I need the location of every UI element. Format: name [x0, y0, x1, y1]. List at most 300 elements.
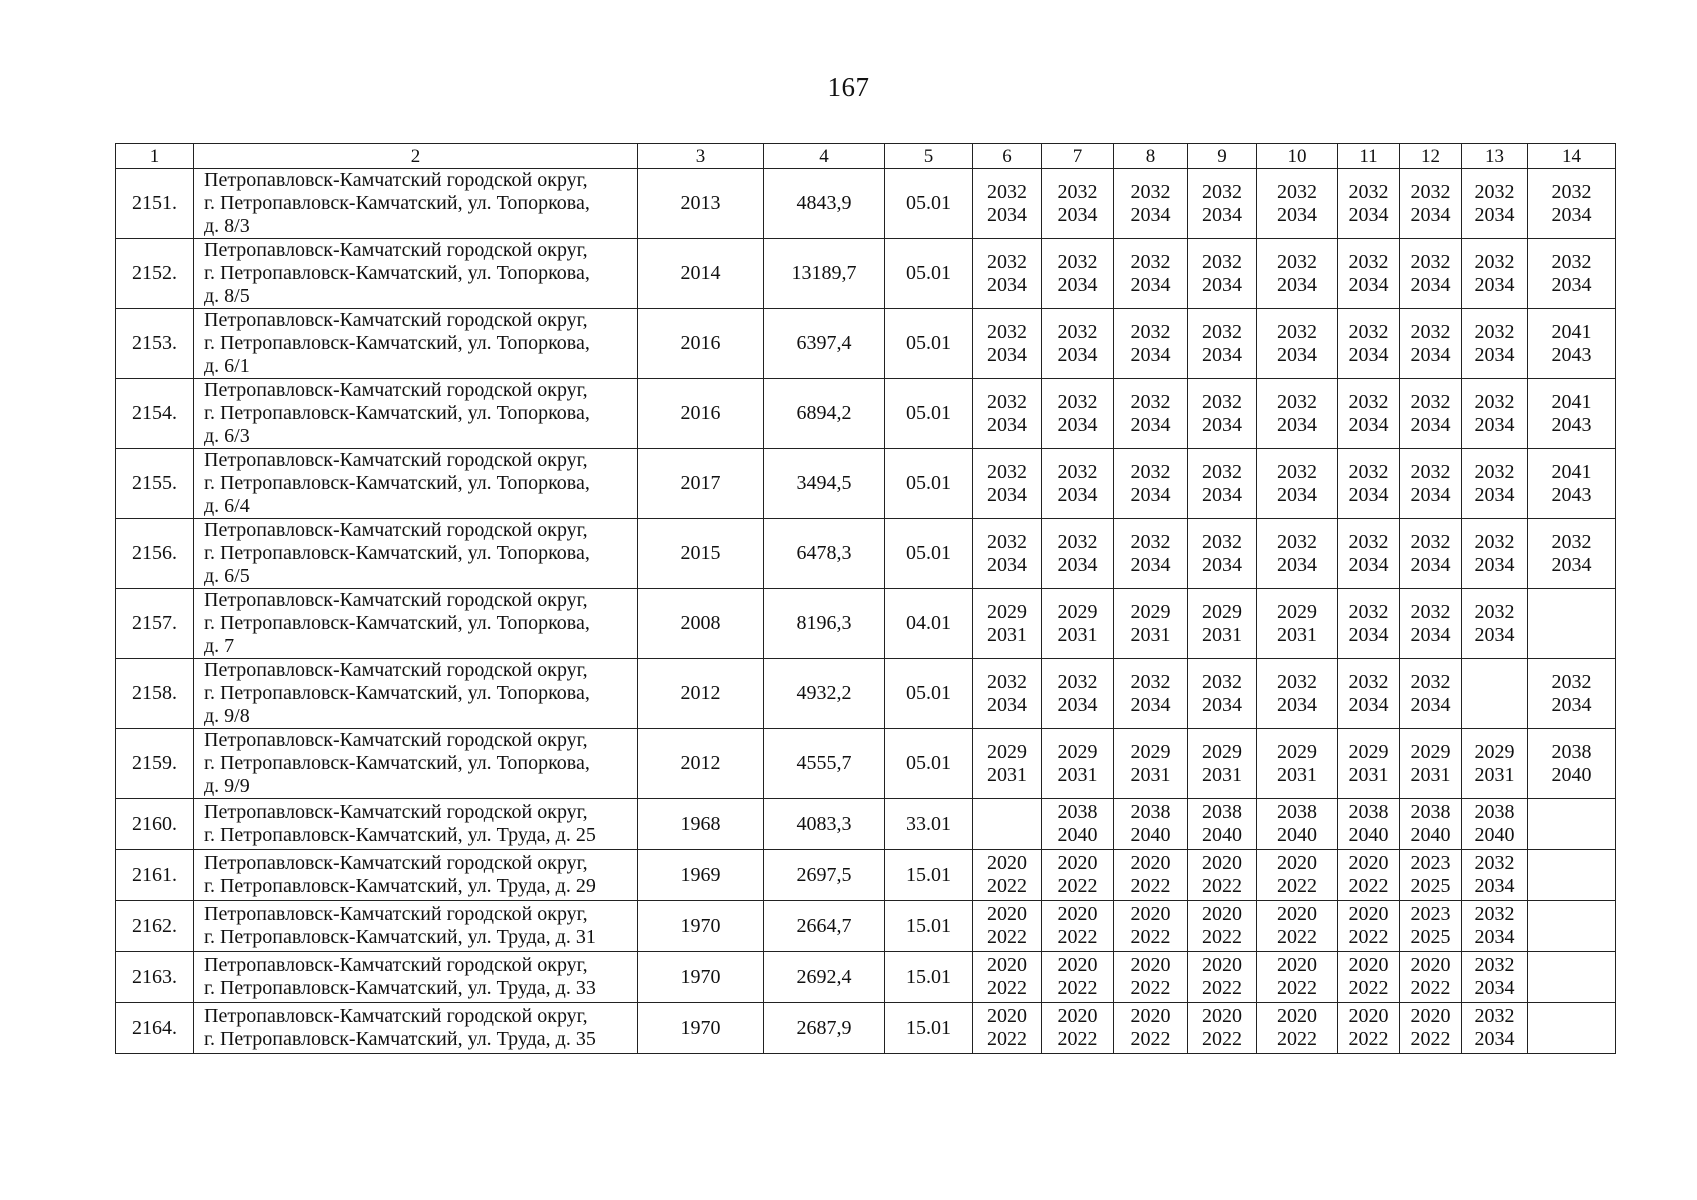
period-cell-13	[1462, 659, 1528, 729]
period-end: 2043	[1551, 483, 1592, 506]
period-cell-7	[1042, 169, 1114, 239]
row-number-cell: 2162.	[116, 901, 194, 952]
area-cell: 8196,3	[764, 589, 885, 659]
area-cell: 4555,7	[764, 729, 885, 799]
period-end: 2040	[1474, 824, 1515, 846]
period-start: 2032	[1551, 250, 1592, 273]
period-start: 2020	[1202, 852, 1242, 874]
period-end: 2031	[1130, 623, 1171, 646]
area-cell: 6894,2	[764, 379, 885, 449]
period-cell-10	[1257, 169, 1338, 239]
period-start: 2029	[1202, 600, 1242, 623]
period-start: 2023	[1410, 903, 1451, 925]
period-start: 2020	[1130, 852, 1171, 874]
period-cell-12	[1400, 589, 1462, 659]
period-start: 2020	[1057, 852, 1098, 874]
table-row	[116, 589, 1616, 659]
period-end: 2025	[1410, 926, 1451, 948]
period-cell-10	[1257, 799, 1338, 850]
period-cell-13	[1462, 901, 1528, 952]
period-start: 2038	[1410, 801, 1451, 823]
period-end: 2022	[1057, 875, 1098, 897]
code-cell: 05.01	[885, 519, 973, 589]
period-cell-7	[1042, 901, 1114, 952]
period-start: 2020	[1130, 903, 1171, 925]
period-end: 2034	[1348, 623, 1389, 646]
period-end: 2034	[1277, 413, 1317, 436]
period-cell-7	[1042, 659, 1114, 729]
table-body	[116, 144, 1616, 1054]
period-cell-13	[1462, 309, 1528, 379]
period-start: 2032	[1410, 180, 1451, 203]
period-start: 2032	[1277, 530, 1317, 553]
period-start: 2029	[1277, 740, 1317, 763]
period-start: 2038	[1057, 801, 1098, 823]
period-cell-12	[1400, 850, 1462, 901]
period-start: 2020	[1348, 903, 1389, 925]
period-start: 2032	[1277, 180, 1317, 203]
address-line: г. Петропавловск-Камчатский, ул. Топоркова,	[204, 332, 590, 354]
period-end: 2031	[987, 623, 1027, 646]
period-cell-12	[1400, 169, 1462, 239]
code-cell: 05.01	[885, 379, 973, 449]
period-start: 2032	[1057, 320, 1098, 343]
period-cell-13	[1462, 379, 1528, 449]
period-start: 2032	[1202, 390, 1242, 413]
period-cell-7	[1042, 799, 1114, 850]
period-end: 2043	[1551, 413, 1592, 436]
period-end: 2034	[1130, 413, 1171, 436]
column-header: 3	[638, 144, 764, 169]
column-header: 7	[1042, 144, 1114, 169]
area-cell: 2687,9	[764, 1003, 885, 1054]
period-cell-10	[1257, 519, 1338, 589]
period-cell-14	[1528, 309, 1616, 379]
period-start: 2038	[1348, 801, 1389, 823]
table-row	[116, 239, 1616, 309]
period-cell-7	[1042, 309, 1114, 379]
period-cell-9	[1188, 901, 1257, 952]
build-year-cell: 2012	[638, 729, 764, 799]
period-start: 2032	[987, 250, 1027, 273]
period-start: 2032	[1202, 320, 1242, 343]
build-year-cell: 1969	[638, 850, 764, 901]
period-cell-14	[1528, 1003, 1616, 1054]
code-cell: 05.01	[885, 309, 973, 379]
period-cell-8	[1114, 169, 1188, 239]
period-start: 2020	[1348, 1005, 1389, 1027]
period-start: 2032	[1348, 670, 1389, 693]
period-cell-7	[1042, 449, 1114, 519]
period-cell-14	[1528, 239, 1616, 309]
period-cell-12	[1400, 239, 1462, 309]
period-cell-9	[1188, 729, 1257, 799]
period-start: 2032	[1130, 670, 1171, 693]
period-end: 2034	[1277, 273, 1317, 296]
period-end: 2034	[1277, 483, 1317, 506]
row-number-cell: 2156.	[116, 519, 194, 589]
row-number-cell: 2160.	[116, 799, 194, 850]
period-end: 2022	[1057, 926, 1098, 948]
address-cell	[194, 589, 638, 659]
period-cell-6	[973, 729, 1042, 799]
period-end: 2034	[1130, 343, 1171, 366]
period-end: 2022	[1348, 1028, 1389, 1050]
period-start: 2032	[1202, 530, 1242, 553]
address-cell	[194, 379, 638, 449]
period-cell-7	[1042, 952, 1114, 1003]
period-cell-12	[1400, 309, 1462, 379]
period-start: 2032	[1277, 670, 1317, 693]
period-cell-13	[1462, 239, 1528, 309]
period-cell-7	[1042, 589, 1114, 659]
period-end: 2022	[1202, 977, 1242, 999]
period-end: 2034	[1410, 343, 1451, 366]
period-end: 2034	[1348, 553, 1389, 576]
period-end: 2034	[1130, 483, 1171, 506]
period-start: 2032	[1057, 250, 1098, 273]
period-end: 2034	[1410, 483, 1451, 506]
period-start: 2029	[1057, 600, 1098, 623]
period-end: 2031	[1277, 763, 1317, 786]
build-year-cell: 2008	[638, 589, 764, 659]
period-start: 2029	[1130, 600, 1171, 623]
table-row	[116, 799, 1616, 850]
code-cell: 15.01	[885, 901, 973, 952]
period-end: 2040	[1277, 824, 1317, 846]
period-end: 2022	[1057, 977, 1098, 999]
period-end: 2034	[1130, 693, 1171, 716]
period-end: 2034	[1348, 483, 1389, 506]
period-end: 2034	[1057, 693, 1098, 716]
period-cell-12	[1400, 519, 1462, 589]
address-cell	[194, 1003, 638, 1054]
period-start: 2032	[1057, 460, 1098, 483]
period-end: 2034	[1551, 203, 1592, 226]
period-end: 2034	[1410, 203, 1451, 226]
area-cell: 4843,9	[764, 169, 885, 239]
table-row	[116, 379, 1616, 449]
period-cell-8	[1114, 729, 1188, 799]
period-cell-9	[1188, 309, 1257, 379]
table-row	[116, 309, 1616, 379]
period-end: 2031	[1474, 763, 1515, 786]
period-end: 2034	[1474, 1028, 1515, 1050]
period-end: 2040	[1202, 824, 1242, 846]
period-end: 2031	[1057, 763, 1098, 786]
period-cell-9	[1188, 239, 1257, 309]
period-cell-11	[1338, 729, 1400, 799]
column-header: 1	[116, 144, 194, 169]
build-year-cell: 2012	[638, 659, 764, 729]
period-start: 2032	[1277, 320, 1317, 343]
period-start: 2020	[1348, 852, 1389, 874]
period-cell-13	[1462, 169, 1528, 239]
period-start: 2032	[1348, 460, 1389, 483]
period-end: 2034	[1474, 553, 1515, 576]
period-end: 2022	[987, 1028, 1027, 1050]
period-cell-14	[1528, 952, 1616, 1003]
period-start: 2041	[1551, 460, 1592, 483]
code-cell: 04.01	[885, 589, 973, 659]
period-cell-10	[1257, 850, 1338, 901]
address-line: г. Петропавловск-Камчатский, ул. Топоркова,	[204, 262, 590, 284]
period-cell-7	[1042, 1003, 1114, 1054]
address-line: д. 8/3	[204, 215, 250, 237]
period-end: 2034	[987, 343, 1027, 366]
period-start: 2029	[987, 600, 1027, 623]
build-year-cell: 1970	[638, 901, 764, 952]
address-cell	[194, 449, 638, 519]
period-end: 2022	[1130, 977, 1171, 999]
period-start: 2032	[1474, 530, 1515, 553]
address-line: г. Петропавловск-Камчатский, ул. Топоркова,	[204, 542, 590, 564]
period-cell-14	[1528, 850, 1616, 901]
column-header: 8	[1114, 144, 1188, 169]
address-line: г. Петропавловск-Камчатский, ул. Топоркова,	[204, 402, 590, 424]
period-end: 2034	[1410, 273, 1451, 296]
period-cell-8	[1114, 309, 1188, 379]
period-end: 2034	[1202, 483, 1242, 506]
period-cell-13	[1462, 589, 1528, 659]
period-start: 2032	[1410, 390, 1451, 413]
address-line: г. Петропавловск-Камчатский, ул. Труда, д. 35	[204, 1028, 596, 1050]
period-start: 2020	[1277, 954, 1317, 976]
period-cell-6	[973, 850, 1042, 901]
period-end: 2034	[987, 553, 1027, 576]
period-start: 2032	[1348, 390, 1389, 413]
period-cell-11	[1338, 169, 1400, 239]
period-end: 2034	[1277, 693, 1317, 716]
period-start: 2041	[1551, 390, 1592, 413]
period-start: 2032	[1277, 390, 1317, 413]
period-end: 2025	[1410, 875, 1451, 897]
period-end: 2034	[1551, 553, 1592, 576]
period-start: 2032	[1202, 460, 1242, 483]
address-line: Петропавловск-Камчатский городской округ,	[204, 852, 588, 874]
period-end: 2034	[1057, 203, 1098, 226]
period-start: 2032	[1474, 250, 1515, 273]
period-end: 2034	[1202, 203, 1242, 226]
period-start: 2023	[1410, 852, 1451, 874]
code-cell: 05.01	[885, 169, 973, 239]
period-start: 2032	[1474, 180, 1515, 203]
period-start: 2032	[1277, 250, 1317, 273]
period-end: 2034	[1551, 693, 1592, 716]
address-line: д. 6/4	[204, 495, 250, 517]
address-cell	[194, 309, 638, 379]
period-start: 2032	[1410, 460, 1451, 483]
address-line: д. 8/5	[204, 285, 250, 307]
period-cell-6	[973, 169, 1042, 239]
registry-table	[115, 143, 1616, 1054]
period-end: 2034	[1474, 483, 1515, 506]
period-end: 2034	[1474, 343, 1515, 366]
address-line: д. 9/8	[204, 705, 250, 727]
code-cell: 05.01	[885, 449, 973, 519]
period-end: 2031	[987, 763, 1027, 786]
period-cell-11	[1338, 449, 1400, 519]
period-end: 2022	[1130, 926, 1171, 948]
period-start: 2029	[1130, 740, 1171, 763]
address-cell	[194, 799, 638, 850]
period-start: 2032	[1474, 954, 1515, 976]
period-start: 2032	[1474, 852, 1515, 874]
row-number-cell: 2164.	[116, 1003, 194, 1054]
period-start: 2032	[1277, 460, 1317, 483]
column-header: 13	[1462, 144, 1528, 169]
address-line: г. Петропавловск-Камчатский, ул. Топоркова,	[204, 612, 590, 634]
period-end: 2034	[1551, 273, 1592, 296]
period-start: 2032	[1130, 460, 1171, 483]
period-end: 2034	[1474, 273, 1515, 296]
period-cell-9	[1188, 799, 1257, 850]
period-end: 2034	[1474, 875, 1515, 897]
period-end: 2034	[1474, 623, 1515, 646]
period-cell-6	[973, 449, 1042, 519]
period-cell-14	[1528, 901, 1616, 952]
table-row	[116, 901, 1616, 952]
period-start: 2032	[987, 320, 1027, 343]
table-row	[116, 169, 1616, 239]
table-row	[116, 659, 1616, 729]
period-cell-10	[1257, 1003, 1338, 1054]
period-cell-8	[1114, 850, 1188, 901]
address-cell	[194, 850, 638, 901]
build-year-cell: 2013	[638, 169, 764, 239]
period-cell-13	[1462, 519, 1528, 589]
period-end: 2043	[1551, 343, 1592, 366]
period-end: 2034	[1474, 926, 1515, 948]
period-start: 2032	[987, 460, 1027, 483]
period-start: 2032	[1202, 670, 1242, 693]
period-end: 2034	[1410, 413, 1451, 436]
period-cell-8	[1114, 952, 1188, 1003]
period-end: 2034	[1057, 483, 1098, 506]
period-start: 2038	[1277, 801, 1317, 823]
area-cell: 3494,5	[764, 449, 885, 519]
period-end: 2031	[1202, 763, 1242, 786]
area-cell: 2697,5	[764, 850, 885, 901]
period-cell-7	[1042, 850, 1114, 901]
period-cell-7	[1042, 729, 1114, 799]
period-start: 2032	[1410, 600, 1451, 623]
period-start: 2032	[1130, 390, 1171, 413]
period-start: 2032	[987, 670, 1027, 693]
period-cell-6	[973, 309, 1042, 379]
period-start: 2032	[1057, 180, 1098, 203]
address-line: д. 9/9	[204, 775, 250, 797]
code-cell: 05.01	[885, 239, 973, 309]
period-end: 2034	[1202, 343, 1242, 366]
row-number-cell: 2153.	[116, 309, 194, 379]
period-end: 2034	[987, 273, 1027, 296]
period-start: 2029	[1410, 740, 1451, 763]
period-end: 2034	[1130, 203, 1171, 226]
period-start: 2029	[1202, 740, 1242, 763]
address-line: г. Петропавловск-Камчатский, ул. Труда, д. 29	[204, 875, 596, 897]
period-cell-11	[1338, 799, 1400, 850]
build-year-cell: 2014	[638, 239, 764, 309]
period-end: 2040	[1410, 824, 1451, 846]
address-line: Петропавловск-Камчатский городской округ,	[204, 519, 588, 541]
period-cell-13	[1462, 1003, 1528, 1054]
period-start: 2029	[987, 740, 1027, 763]
period-cell-12	[1400, 901, 1462, 952]
period-cell-11	[1338, 659, 1400, 729]
period-end: 2040	[1348, 824, 1389, 846]
period-end: 2034	[1057, 413, 1098, 436]
period-cell-8	[1114, 379, 1188, 449]
area-cell: 13189,7	[764, 239, 885, 309]
row-number-cell: 2158.	[116, 659, 194, 729]
period-end: 2022	[1348, 977, 1389, 999]
period-start: 2020	[987, 954, 1027, 976]
period-start: 2032	[1348, 250, 1389, 273]
table-row	[116, 729, 1616, 799]
period-cell-12	[1400, 449, 1462, 519]
column-header: 14	[1528, 144, 1616, 169]
period-cell-11	[1338, 589, 1400, 659]
period-end: 2034	[1057, 273, 1098, 296]
period-end: 2031	[1130, 763, 1171, 786]
period-end: 2022	[1348, 926, 1389, 948]
period-end: 2034	[1410, 553, 1451, 576]
period-end: 2034	[1277, 553, 1317, 576]
period-end: 2022	[1277, 1028, 1317, 1050]
period-end: 2022	[1410, 1028, 1451, 1050]
header-row	[116, 144, 1616, 169]
period-start: 2020	[1348, 954, 1389, 976]
period-end: 2034	[1202, 553, 1242, 576]
period-start: 2020	[1130, 1005, 1171, 1027]
period-start: 2032	[1551, 180, 1592, 203]
build-year-cell: 2016	[638, 379, 764, 449]
address-line: г. Петропавловск-Камчатский, ул. Топоркова,	[204, 752, 590, 774]
period-cell-13	[1462, 850, 1528, 901]
period-start: 2020	[1202, 954, 1242, 976]
period-start: 2032	[987, 390, 1027, 413]
address-cell	[194, 952, 638, 1003]
period-start: 2041	[1551, 320, 1592, 343]
address-line: Петропавловск-Камчатский городской округ,	[204, 589, 588, 611]
address-line: Петропавловск-Камчатский городской округ,	[204, 379, 588, 401]
address-line: г. Петропавловск-Камчатский, ул. Топоркова,	[204, 472, 590, 494]
period-end: 2022	[1277, 977, 1317, 999]
period-start: 2032	[1130, 530, 1171, 553]
period-start: 2032	[1202, 180, 1242, 203]
address-line: Петропавловск-Камчатский городской округ,	[204, 903, 588, 925]
period-end: 2034	[1130, 273, 1171, 296]
address-line: д. 6/3	[204, 425, 250, 447]
address-line: Петропавловск-Камчатский городской округ,	[204, 801, 588, 823]
period-start: 2020	[1277, 852, 1317, 874]
period-cell-6	[973, 799, 1042, 850]
period-end: 2034	[1348, 273, 1389, 296]
period-start: 2032	[1348, 600, 1389, 623]
period-end: 2031	[1348, 763, 1389, 786]
period-end: 2022	[1130, 1028, 1171, 1050]
period-start: 2032	[1474, 903, 1515, 925]
period-start: 2038	[1474, 801, 1515, 823]
address-line: г. Петропавловск-Камчатский, ул. Топоркова,	[204, 682, 590, 704]
period-start: 2032	[1057, 670, 1098, 693]
address-line: Петропавловск-Камчатский городской округ,	[204, 239, 588, 261]
row-number-cell: 2155.	[116, 449, 194, 519]
period-end: 2034	[1474, 413, 1515, 436]
period-start: 2020	[1057, 1005, 1098, 1027]
period-start: 2020	[987, 903, 1027, 925]
